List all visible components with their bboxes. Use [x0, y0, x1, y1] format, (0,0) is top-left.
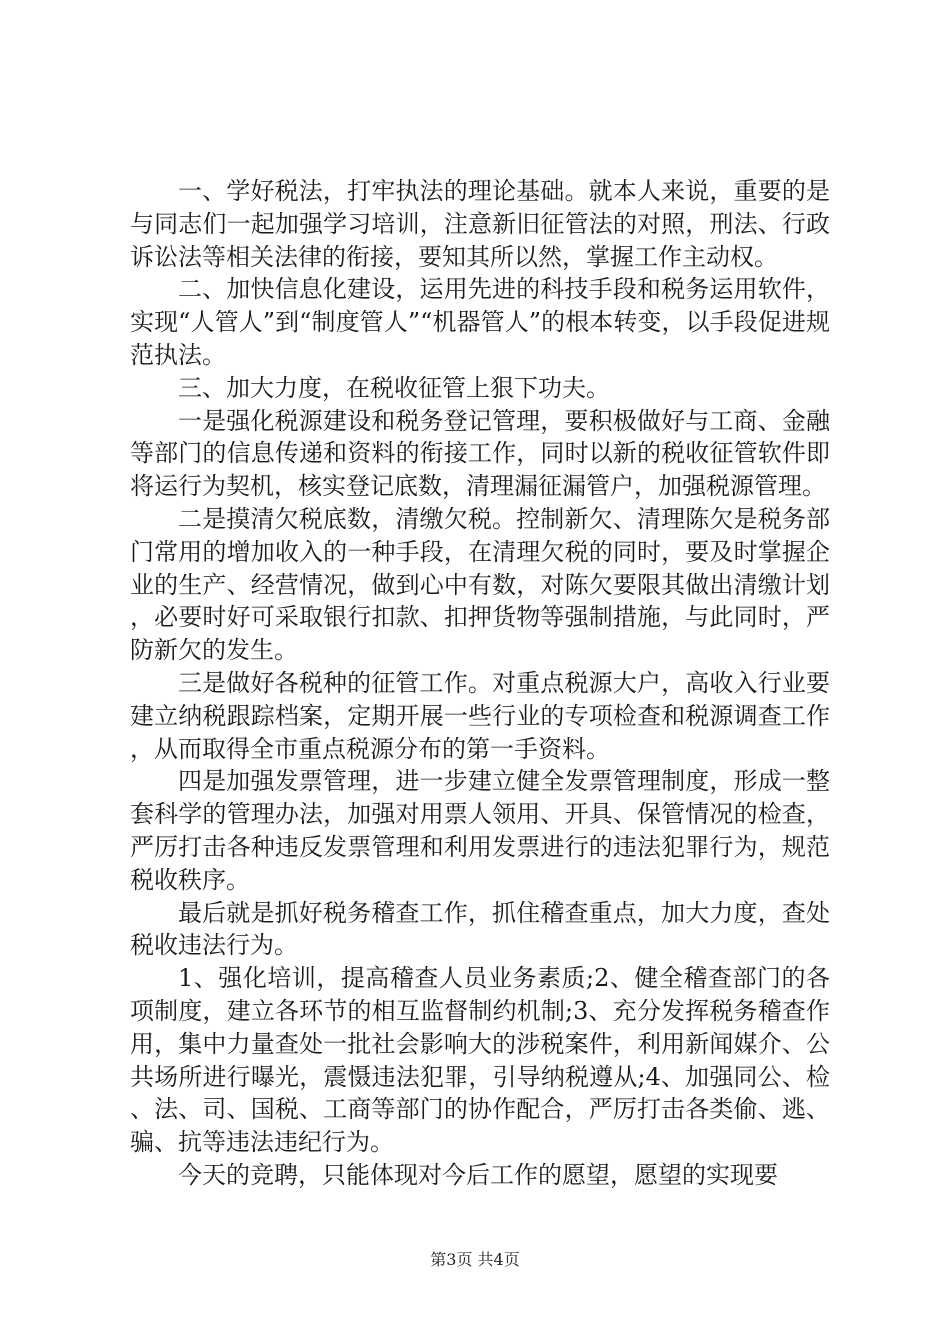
paragraph-7: 四是加强发票管理，进一步建立健全发票管理制度，形成一整套科学的管理办法，加强对用票人领用、开具、保管情况的检查，严厉打击各种违反发票管理和利用发票进行的违法犯罪行为，规范税收秩序。: [130, 767, 830, 894]
document-body: [130, 175, 830, 1192]
paragraph-2: 二、加快信息化建设，运用先进的科技手段和税务运用软件，实现“人管人”到“制度管人”“机器管人”的根本转变，以手段促进规范执法。: [130, 275, 830, 369]
paragraph-9: 1、强化培训，提高稽查人员业务素质;2、健全稽查部门的各项制度，建立各环节的相互监督制约机制;3、充分发挥税务稽查作用，集中力量查处一批社会影响大的涉税案件，利用新闻媒介、公共场所进行曝光，震慑违法犯罪，引导纳税遵从;4、加强同公、检、法、司、国税、工商等部门的协作配合，严厉打击各类偷、逃、骗、抗等违法违纪行为。: [130, 964, 830, 1157]
paragraph-10: 今天的竞聘，只能体现对今后工作的愿望，愿望的实现要: [178, 1160, 778, 1189]
paragraph-4: 一是强化税源建设和税务登记管理，要积极做好与工商、金融等部门的信息传递和资料的衔接工作，同时以新的税收征管软件即将运行为契机，核实登记底数，清理漏征漏管户，加强税源管理。: [130, 406, 830, 501]
paragraph-8: 最后就是抓好税务稽查工作，抓住稽查重点，加大力度，查处税收违法行为。: [130, 898, 830, 960]
paragraph-5: 二是摸清欠税底数，清缴欠税。控制新欠、清理陈欠是税务部门常用的增加收入的一种手段，在清理欠税的同时，要及时掌握企业的生产、经营情况，做到心中有数，对陈欠要限其做出清缴计划，必要时好可采取银行扣款、扣押货物等强制措施，与此同时，严防新欠的发生。: [130, 504, 830, 665]
paragraph-3: 三、加大力度，在税收征管上狠下功夫。: [178, 373, 610, 402]
page-number-footer: 第3页 共4页: [430, 1250, 520, 1269]
paragraph-6: 三是做好各税种的征管工作。对重点税源大户，高收入行业要建立纳税跟踪档案，定期开展一些行业的专项检查和税源调查工作，从而取得全市重点税源分布的第一手资料。: [130, 668, 830, 763]
paragraph-1: 一、学好税法，打牢执法的理论基础。就本人来说，重要的是与同志们一起加强学习培训，注意新旧征管法的对照，刑法、行政诉讼法等相关法律的衔接，要知其所以然，掌握工作主动权。: [130, 177, 830, 271]
